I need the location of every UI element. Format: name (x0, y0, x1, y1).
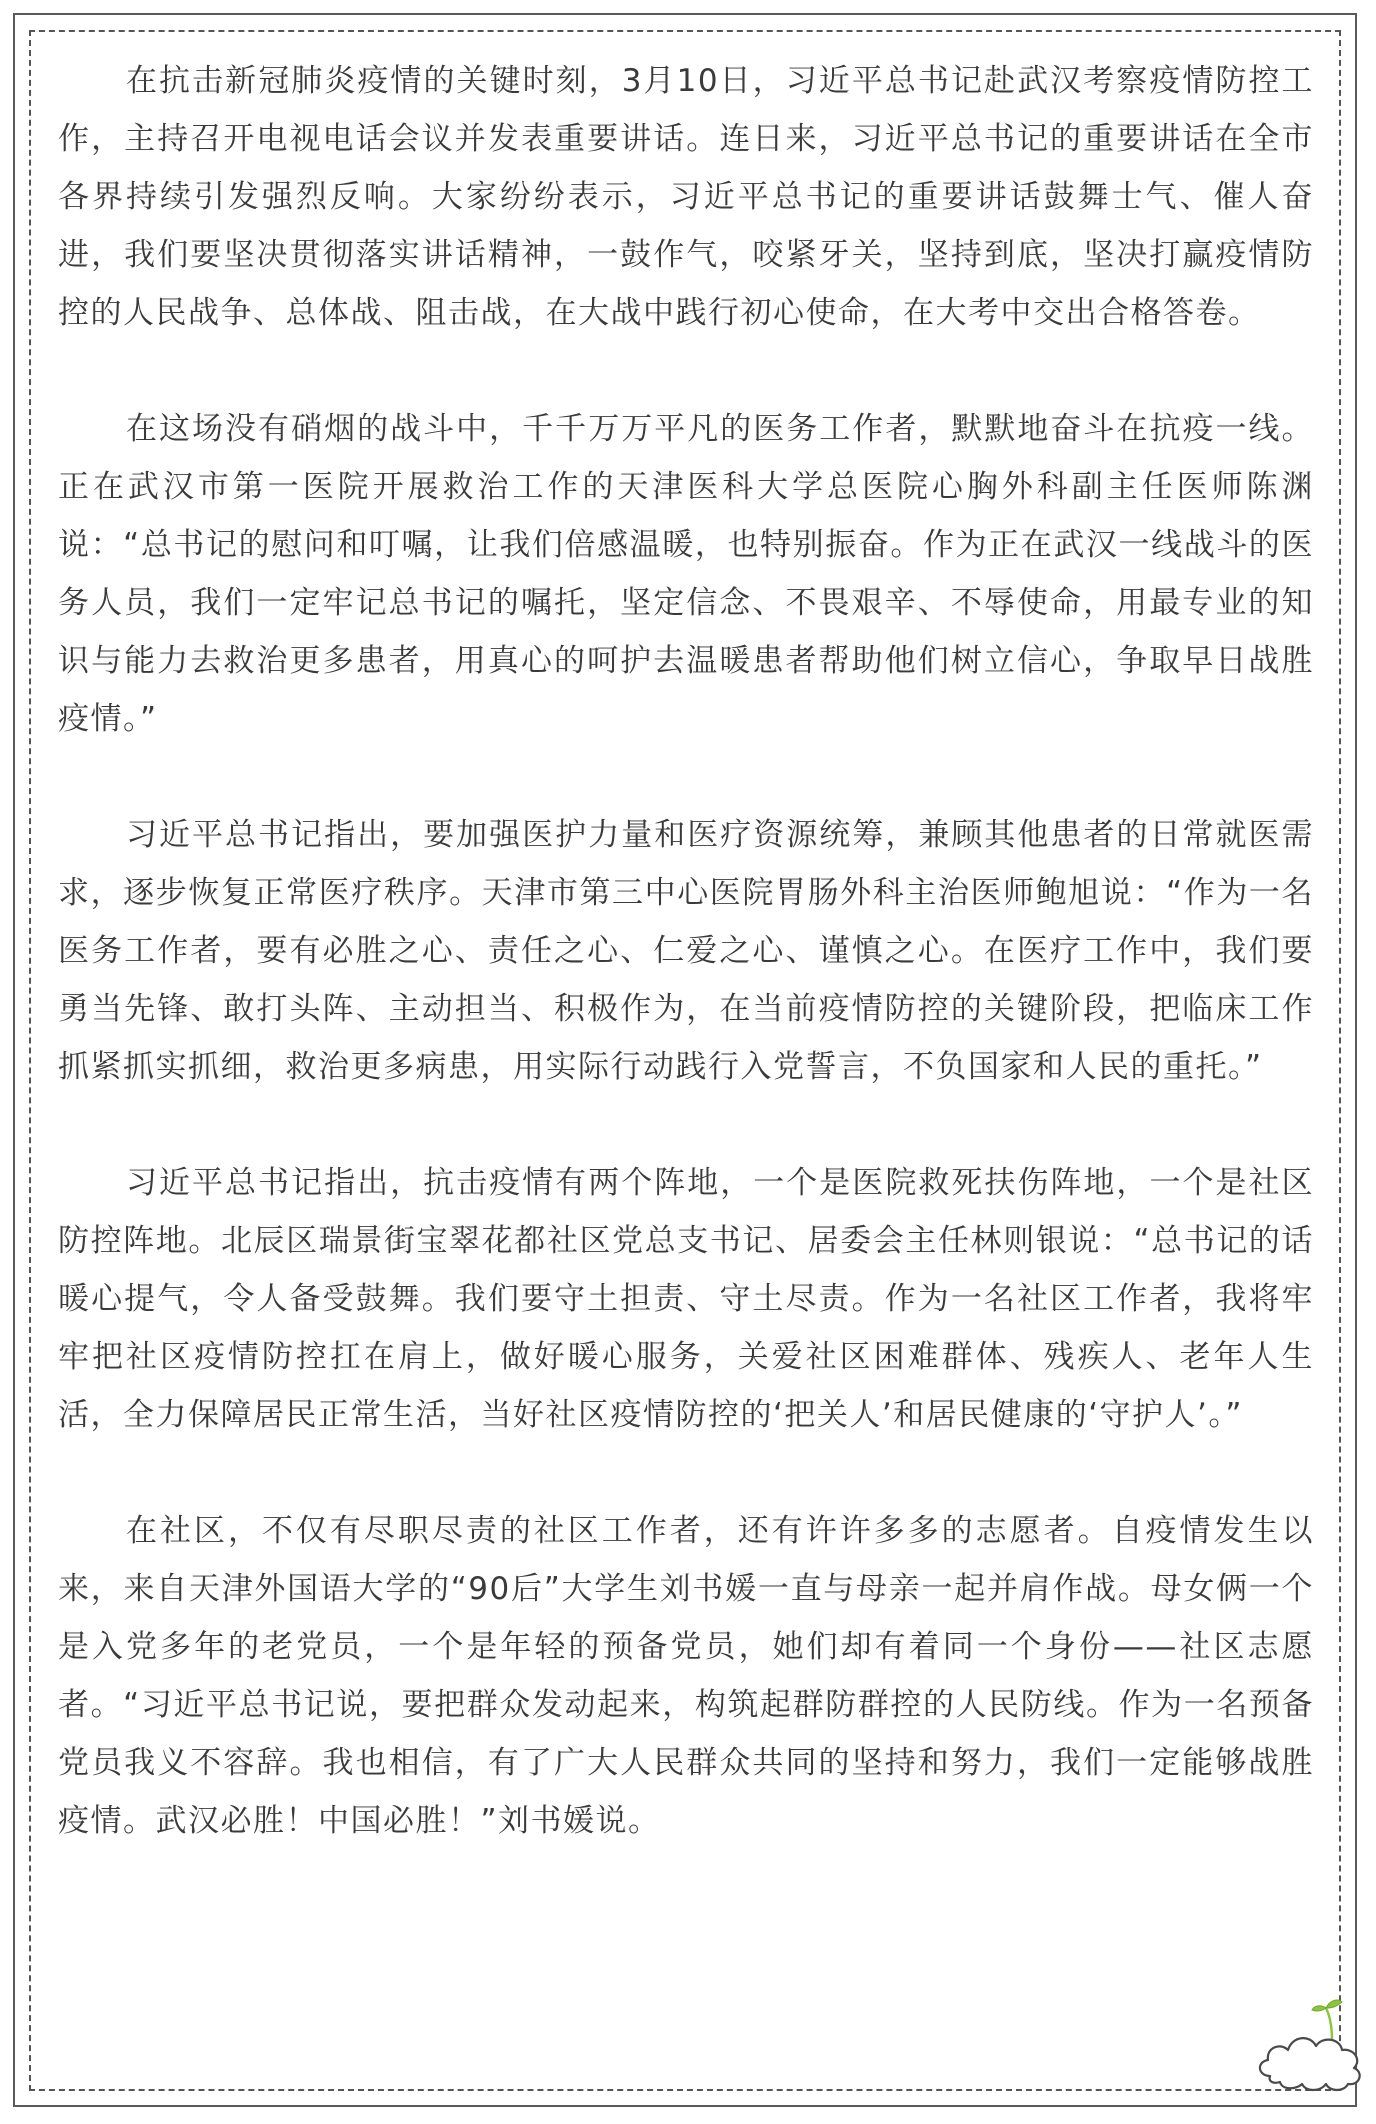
paragraph-3: 习近平总书记指出，要加强医护力量和医疗资源统筹，兼顾其他患者的日常就医需求，逐步恢复正常医疗秩序。天津市第三中心医院胃肠外科主治医师鲍旭说：“作为一名医务工作者，要有必胜之心、责任之心、仁爱之心、谨慎之心。在医疗工作中，我们要勇当先锋、敢打头阵、主动担当、积极作为，在当前疫情防控的关键阶段，把临床工作抓紧抓实抓细，救治更多病患，用实际行动践行入党誓言，不负国家和人民的重托。” (58, 817, 1314, 1085)
cloud-sprout-icon (1250, 1978, 1370, 2096)
sprout-leaf-right (1326, 2000, 1342, 2008)
article-body (58, 52, 1314, 1908)
sprout-stem (1326, 2008, 1332, 2040)
paragraph-4: 习近平总书记指出，抗击疫情有两个阵地，一个是医院救死扶伤阵地，一个是社区防控阵地。北辰区瑞景街宝翠花都社区党总支书记、居委会主任林则银说：“总书记的话暖心提气，令人备受鼓舞。我们要守土担责、守土尽责。作为一名社区工作者，我将牢牢把社区疫情防控扛在肩上，做好暖心服务，关爱社区困难群体、残疾人、老年人生活，全力保障居民正常生活，当好社区疫情防控的‘把关人’和居民健康的‘守护人’。” (58, 1165, 1314, 1433)
paragraph-5: 在社区，不仅有尽职尽责的社区工作者，还有许许多多的志愿者。自疫情发生以来，来自天津外国语大学的“90后”大学生刘书媛一直与母亲一起并肩作战。母女俩一个是入党多年的老党员，一个是年轻的预备党员，她们却有着同一个身份——社区志愿者。“习近平总书记说，要把群众发动起来，构筑起群防群控的人民防线。作为一名预备党员我义不容辞。我也相信，有了广大人民群众共同的坚持和努力，我们一定能够战胜疫情。武汉必胜！中国必胜！”刘书媛说。 (58, 1513, 1314, 1839)
paragraph-2: 在这场没有硝烟的战斗中，千千万万平凡的医务工作者，默默地奋斗在抗疫一线。正在武汉市第一医院开展救治工作的天津医科大学总医院心胸外科副主任医师陈渊说：“总书记的慰问和叮嘱，让我们倍感温暖，也特别振奋。作为正在武汉一线战斗的医务人员，我们一定牢记总书记的嘱托，坚定信念、不畏艰辛、不辱使命，用最专业的知识与能力去救治更多患者，用真心的呵护去温暖患者帮助他们树立信心，争取早日战胜疫情。” (58, 411, 1314, 737)
paragraph-1: 在抗击新冠肺炎疫情的关键时刻，3月10日，习近平总书记赴武汉考察疫情防控工作，主持召开电视电话会议并发表重要讲话。连日来，习近平总书记的重要讲话在全市各界持续引发强烈反响。大家纷纷表示，习近平总书记的重要讲话鼓舞士气、催人奋进，我们要坚决贯彻落实讲话精神，一鼓作气，咬紧牙关，坚持到底，坚决打赢疫情防控的人民战争、总体战、阻击战，在大战中践行初心使命，在大考中交出合格答卷。 (58, 63, 1314, 331)
sprout-leaf-left (1312, 2006, 1326, 2011)
cloud-shape (1260, 2038, 1360, 2090)
